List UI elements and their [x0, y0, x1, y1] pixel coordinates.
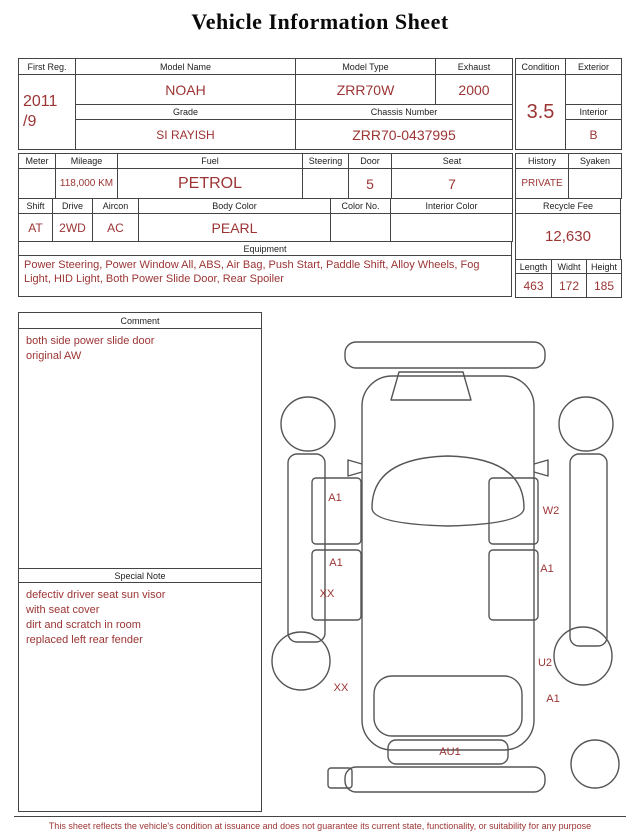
left-side-panel	[288, 454, 325, 642]
damage-mark: A1	[546, 693, 560, 705]
spec-block	[18, 153, 512, 297]
front-bumper	[345, 342, 545, 368]
damage-mark: A1	[329, 557, 343, 569]
special-note-text	[19, 583, 261, 652]
comment-line: original AW	[26, 349, 82, 362]
equipment-value: Power Steering, Power Window All, ABS, Air Bag, Push Start, Paddle Shift, Alloy Wheels, Fog Light, HID Light, Both Power Slide Door, Rear Spoiler	[18, 255, 512, 297]
damage-mark: W2	[542, 505, 560, 517]
body-color-value: PEARL	[139, 214, 331, 242]
registration-table	[18, 58, 513, 150]
comment-text	[19, 329, 261, 568]
rear-bumper	[345, 767, 545, 792]
steering-label: Steering	[303, 154, 349, 169]
front-left-wheel	[281, 397, 335, 451]
page-title: Vehicle Information Sheet	[191, 9, 449, 34]
door-label: Door	[349, 154, 392, 169]
exhaust-label: Exhaust	[436, 59, 513, 75]
aircon-value: AC	[93, 214, 139, 242]
color-no-label: Color No.	[331, 199, 391, 214]
model-type-label: Model Type	[296, 59, 436, 75]
equipment-label: Equipment	[18, 241, 512, 256]
meter-value	[19, 169, 56, 199]
spec-table-1	[18, 153, 513, 199]
length-value: 463	[516, 274, 552, 298]
exterior-value	[566, 75, 622, 105]
car-diagram	[268, 312, 628, 812]
syaken-label: Syaken	[569, 154, 622, 169]
recycle-fee-label: Recycle Fee	[516, 199, 620, 214]
condition-label: Condition	[516, 59, 566, 75]
steering-value	[303, 169, 349, 199]
damage-mark: AU1	[439, 746, 461, 758]
rear-window	[374, 676, 522, 736]
interior-value: B	[566, 120, 622, 150]
first-reg-label: First Reg.	[19, 59, 76, 75]
comment-box	[18, 312, 262, 812]
mileage-label: Mileage	[56, 154, 118, 169]
meter-label: Meter	[19, 154, 56, 169]
comment-line: both side power slide door	[26, 335, 155, 347]
rear-left-wheel	[272, 632, 330, 690]
drive-value: 2WD	[53, 214, 93, 242]
first-reg-year: 2011	[23, 93, 58, 110]
length-label: Length	[516, 260, 552, 274]
left-mirror	[348, 460, 362, 476]
height-value: 185	[587, 274, 622, 298]
exhaust-value: 2000	[436, 75, 513, 105]
color-no-value	[331, 214, 391, 242]
first-reg-value	[19, 75, 76, 150]
grade-value: SI RAYISH	[76, 120, 296, 150]
special-note-line: defectiv driver seat sun visor	[26, 589, 166, 601]
dimensions-table	[515, 259, 622, 298]
door-value: 5	[349, 169, 392, 199]
seat-label: Seat	[392, 154, 513, 169]
fuel-label: Fuel	[118, 154, 303, 169]
body-outline	[362, 376, 534, 750]
rear-right-wheel	[554, 627, 612, 685]
special-note-label: Special Note	[19, 568, 261, 583]
model-name-value: NOAH	[76, 75, 296, 105]
history-value: PRIVATE	[516, 169, 569, 199]
special-note-line: replaced left rear fender	[26, 633, 143, 646]
shift-value: AT	[19, 214, 53, 242]
left-front-door	[312, 478, 361, 544]
body-color-label: Body Color	[139, 199, 331, 214]
aircon-label: Aircon	[93, 199, 139, 214]
car-diagram-svg	[268, 312, 628, 812]
special-note-line: with seat cover	[26, 603, 100, 616]
history-table	[515, 153, 622, 199]
right-side-panel	[570, 454, 607, 646]
condition-value: 3.5	[516, 75, 566, 150]
width-label: Widht	[552, 260, 587, 274]
mileage-value: 118,000 KM	[56, 169, 118, 199]
recycle-fee-section	[515, 198, 621, 260]
recycle-fee-value: 12,630	[545, 228, 591, 245]
chassis-number-label: Chassis Number	[296, 105, 513, 120]
comment-label: Comment	[19, 313, 261, 329]
history-label: History	[516, 154, 569, 169]
right-mirror	[534, 460, 548, 476]
damage-mark: A1	[540, 563, 554, 575]
spec-table-2	[18, 198, 513, 242]
spare-wheel	[571, 740, 619, 788]
fuel-value: PETROL	[118, 169, 303, 199]
model-name-label: Model Name	[76, 59, 296, 75]
drive-label: Drive	[53, 199, 93, 214]
seat-value: 7	[392, 169, 513, 199]
front-right-wheel	[559, 397, 613, 451]
damage-mark: U2	[537, 657, 553, 669]
width-value: 172	[552, 274, 587, 298]
damage-mark: A1	[328, 492, 342, 504]
model-type-value: ZRR70W	[296, 75, 436, 105]
windshield-roof	[372, 456, 524, 526]
damage-mark: XX	[333, 682, 349, 694]
right-front-door	[489, 478, 538, 544]
exterior-label: Exterior	[566, 59, 622, 75]
syaken-value	[569, 169, 622, 199]
special-note-line: dirt and scratch in room	[26, 618, 141, 631]
right-rear-door	[489, 550, 538, 620]
shift-label: Shift	[19, 199, 53, 214]
interior-color-value	[391, 214, 513, 242]
footer-disclaimer: This sheet reflects the vehicle's condition at issuance and does not guarantee its current state, functionality, or suitability for any purpose	[14, 816, 626, 831]
first-reg-month: /9	[23, 113, 37, 130]
chassis-number-value: ZRR70-0437995	[296, 120, 513, 150]
history-block	[515, 153, 621, 298]
damage-mark: XX	[319, 588, 335, 600]
grading-table	[515, 58, 622, 150]
height-label: Height	[587, 260, 622, 274]
interior-color-label: Interior Color	[391, 199, 513, 214]
interior-label: Interior	[566, 105, 622, 120]
grade-label: Grade	[76, 105, 296, 120]
